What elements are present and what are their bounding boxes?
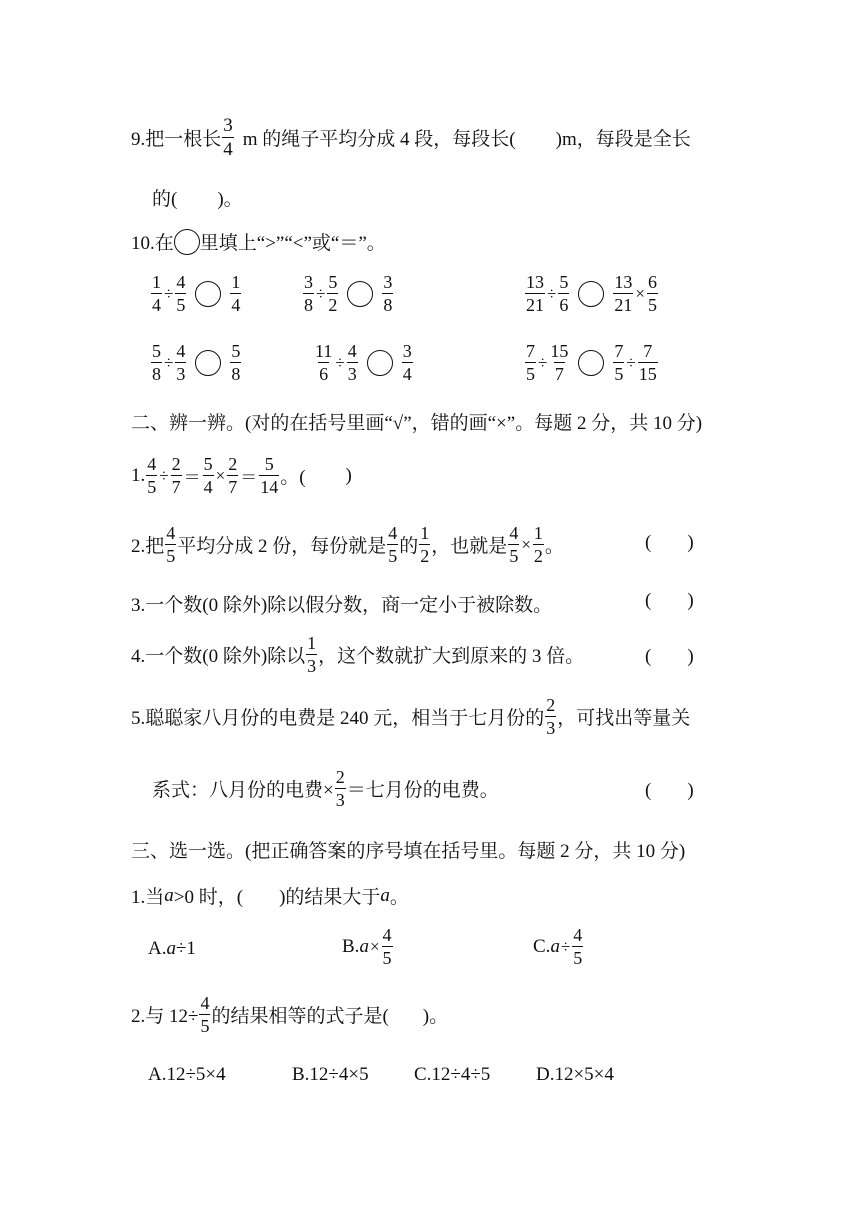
sec2-q3-answer-paren[interactable] bbox=[645, 590, 694, 612]
paren-close: ) bbox=[687, 780, 694, 801]
sec2-q2-text-2: 平均分成 2 份，每份就是 bbox=[177, 536, 387, 557]
q10-item bbox=[302, 273, 394, 314]
sec2-q2 bbox=[131, 524, 564, 565]
q10-item bbox=[313, 342, 414, 383]
sec3-title: 三、选一选。(把正确答案的序号填在括号里。每题 2 分，共 10 分) bbox=[131, 841, 686, 862]
sec3-q1-text-3: )的结果大于 bbox=[279, 887, 381, 908]
paren-open: ( bbox=[645, 780, 652, 801]
sec2-q2-frac3: $\frac{1}{2}$ bbox=[420, 523, 430, 566]
sec3-q2-option-a: A.12÷5×4 bbox=[148, 1064, 226, 1085]
q10-item bbox=[150, 342, 242, 383]
sec2-q5-text-3: 系式：八月份的电费× bbox=[152, 780, 334, 801]
operator-sign: ÷ bbox=[164, 283, 174, 303]
left-fraction-1: $\frac{13}{21}$ bbox=[526, 272, 544, 315]
equals-sign: ＝ bbox=[240, 468, 258, 487]
q10-item bbox=[150, 273, 242, 314]
multiply-sign: × bbox=[215, 465, 226, 485]
sec2-q1-answer-open: 。( bbox=[280, 467, 306, 488]
option-c-frac: $\frac{4}{5}$ bbox=[573, 925, 583, 968]
q10-header bbox=[131, 228, 386, 255]
multiply-sign: × bbox=[521, 534, 531, 554]
paren-open: ( bbox=[645, 646, 652, 667]
left-fraction-1: $\frac{11}{6}$ bbox=[315, 341, 333, 384]
sec2-q1-number: 1. bbox=[131, 464, 146, 486]
sec3-q2-frac: $\frac{4}{5}$ bbox=[200, 993, 210, 1036]
q9-text-5: )。 bbox=[217, 189, 243, 210]
compare-circle[interactable] bbox=[578, 350, 604, 376]
sec3-q1 bbox=[131, 882, 409, 909]
sec2-q5-frac2: $\frac{2}{3}$ bbox=[335, 767, 345, 810]
sec3-q1-option-b bbox=[342, 926, 394, 967]
sec2-q4-text-2: ，这个数就扩大到原来的 3 倍。 bbox=[318, 646, 585, 667]
sec3-q2-text-2: 的结果相等的式子是( bbox=[211, 1006, 389, 1027]
divide-sign: ÷ bbox=[560, 936, 571, 956]
q10-text-1: 10.在 bbox=[131, 233, 174, 254]
sec3-q2-text-3: )。 bbox=[422, 1006, 449, 1027]
q9-text-1: 9.把一根长 bbox=[131, 129, 222, 150]
sec2-q2-frac5: $\frac{1}{2}$ bbox=[533, 523, 543, 566]
sec2-q2-answer-paren[interactable] bbox=[645, 532, 694, 554]
sec2-q4-text-1: 4.一个数(0 除外)除以 bbox=[131, 646, 306, 667]
sec3-q1-var-2: a bbox=[380, 884, 390, 906]
sec2-q2-text-1: 2.把 bbox=[131, 536, 165, 557]
left-fraction-1: $\frac{7}{5}$ bbox=[526, 341, 535, 384]
compare-circle[interactable] bbox=[195, 281, 221, 307]
option-a-var: a bbox=[166, 938, 176, 959]
multiply-sign: × bbox=[369, 936, 380, 956]
operator-sign: ÷ bbox=[547, 283, 557, 303]
q10-item bbox=[524, 342, 659, 383]
sec2-q5-text-1: 5.聪聪家八月份的电费是 240 元，相当于七月份的 bbox=[131, 708, 545, 729]
sec2-q1-frac5: $\frac{5}{14}$ bbox=[260, 454, 279, 497]
sec3-q2 bbox=[131, 994, 448, 1035]
sec2-q1-frac1: $\frac{4}{5}$ bbox=[147, 454, 157, 497]
sec3-q1-option-c bbox=[533, 926, 584, 967]
sec2-q2-frac4: $\frac{4}{5}$ bbox=[509, 523, 519, 566]
operator-sign: ÷ bbox=[335, 352, 345, 372]
sec2-q2-text-4: ，也就是 bbox=[431, 536, 508, 557]
operator-sign: ÷ bbox=[626, 352, 636, 372]
option-c-var: a bbox=[550, 935, 560, 957]
sec2-q1-frac3: $\frac{5}{4}$ bbox=[203, 454, 213, 497]
left-fraction-2: $\frac{4}{5}$ bbox=[176, 272, 186, 315]
operator-sign: ÷ bbox=[316, 283, 326, 303]
sec2-q5-frac1: $\frac{2}{3}$ bbox=[546, 695, 556, 738]
sec2-q2-frac1: $\frac{4}{5}$ bbox=[166, 523, 176, 566]
paren-close: ) bbox=[687, 532, 694, 553]
q9-text-2: m 的绳子平均分成 4 段，每段长( bbox=[242, 129, 516, 150]
right-fraction-1: $\frac{3}{8}$ bbox=[383, 272, 393, 315]
sec2-q2-text-3: 的 bbox=[399, 536, 419, 557]
operator-sign: ÷ bbox=[538, 352, 548, 372]
compare-circle[interactable] bbox=[195, 350, 221, 376]
left-fraction-2: $\frac{5}{6}$ bbox=[559, 272, 569, 315]
paren-open: ( bbox=[645, 532, 652, 553]
sec2-q2-frac2: $\frac{4}{5}$ bbox=[388, 523, 398, 566]
right-fraction-2: $\frac{6}{5}$ bbox=[647, 272, 657, 315]
sec2-q1-frac2: $\frac{2}{7}$ bbox=[171, 454, 181, 497]
sec3-q2-text-1: 2.与 12÷ bbox=[131, 1006, 199, 1027]
right-fraction-1: $\frac{3}{4}$ bbox=[402, 341, 412, 384]
paren-close: ) bbox=[687, 590, 694, 611]
right-fraction-1: $\frac{13}{21}$ bbox=[614, 272, 633, 315]
sec2-q5-answer-paren[interactable] bbox=[645, 780, 694, 802]
option-a-rest: ÷1 bbox=[175, 938, 196, 959]
sec2-q1-frac4: $\frac{2}{7}$ bbox=[228, 454, 238, 497]
left-fraction-1: $\frac{1}{4}$ bbox=[152, 272, 161, 315]
sec2-q5-line1 bbox=[131, 696, 690, 737]
right-fraction-2: $\frac{7}{15}$ bbox=[638, 341, 657, 384]
paren-open: ( bbox=[645, 590, 652, 611]
option-a-label: A. bbox=[148, 938, 167, 959]
option-b-label: B. bbox=[342, 935, 360, 957]
sec2-q2-text-5: 。 bbox=[544, 536, 564, 557]
sec3-q1-option-a bbox=[148, 938, 196, 960]
left-fraction-1: $\frac{3}{8}$ bbox=[304, 272, 313, 315]
operator-sign: × bbox=[635, 283, 645, 303]
equals-sign: ＝ bbox=[183, 468, 201, 487]
sec2-q5-text-4: ＝七月份的电费。 bbox=[346, 780, 499, 801]
sec3-q1-text-2: >0 时，( bbox=[173, 887, 244, 908]
compare-circle[interactable] bbox=[367, 350, 393, 376]
option-b-frac: $\frac{4}{5}$ bbox=[382, 925, 392, 968]
sec2-q4 bbox=[131, 634, 584, 675]
q9-length-fraction: $\frac{3}{4}$ bbox=[223, 115, 233, 160]
right-fraction-1: $\frac{7}{5}$ bbox=[614, 341, 624, 384]
sec2-title: 二、辨一辨。(对的在括号里画“√”，错的画“×”。每题 2 分，共 10 分) bbox=[131, 413, 703, 434]
sec3-q2-option-c: C.12÷4÷5 bbox=[414, 1064, 491, 1085]
sec2-q5-line2 bbox=[152, 768, 499, 809]
q10-item bbox=[524, 273, 659, 314]
sec3-q1-text-4: 。 bbox=[389, 887, 409, 908]
q10-text-2: 里填上“>”“<”或“＝”。 bbox=[199, 233, 386, 254]
sec3-q2-option-d: D.12×5×4 bbox=[536, 1064, 614, 1085]
sec3-q1-text-1: 1.当 bbox=[131, 887, 165, 908]
circle-icon bbox=[174, 229, 200, 255]
operator-sign: ÷ bbox=[164, 352, 174, 372]
left-fraction-2: $\frac{5}{2}$ bbox=[328, 272, 338, 315]
sec2-q1 bbox=[131, 455, 352, 496]
left-fraction-2: $\frac{4}{3}$ bbox=[176, 341, 186, 384]
right-fraction-1: $\frac{1}{4}$ bbox=[231, 272, 241, 315]
left-fraction-2: $\frac{4}{3}$ bbox=[347, 341, 357, 384]
option-b-var: a bbox=[359, 935, 369, 957]
sec2-q4-frac: $\frac{1}{3}$ bbox=[307, 633, 317, 676]
q9-line1 bbox=[131, 116, 691, 159]
q9-text-4: 的( bbox=[152, 189, 178, 210]
paren-close: ) bbox=[687, 646, 694, 667]
compare-circle[interactable] bbox=[578, 281, 604, 307]
sec3-q1-var: a bbox=[164, 884, 174, 906]
right-fraction-1: $\frac{5}{8}$ bbox=[231, 341, 241, 384]
left-fraction-1: $\frac{5}{8}$ bbox=[152, 341, 161, 384]
sec2-q3: 3.一个数(0 除外)除以假分数，商一定小于被除数。 bbox=[131, 595, 553, 616]
option-c-label: C. bbox=[533, 935, 551, 957]
sec2-q4-answer-paren[interactable] bbox=[645, 646, 694, 668]
sec2-q5-text-2: ，可找出等量关 bbox=[557, 708, 691, 729]
sec3-q2-option-b: B.12÷4×5 bbox=[292, 1064, 369, 1085]
sec2-q1-answer-close: ) bbox=[345, 464, 352, 486]
q9-text-3: )m，每段是全长 bbox=[555, 129, 691, 150]
q9-line2 bbox=[152, 184, 243, 211]
compare-circle[interactable] bbox=[347, 281, 373, 307]
left-fraction-2: $\frac{15}{7}$ bbox=[550, 341, 569, 384]
divide-sign: ÷ bbox=[159, 465, 169, 485]
